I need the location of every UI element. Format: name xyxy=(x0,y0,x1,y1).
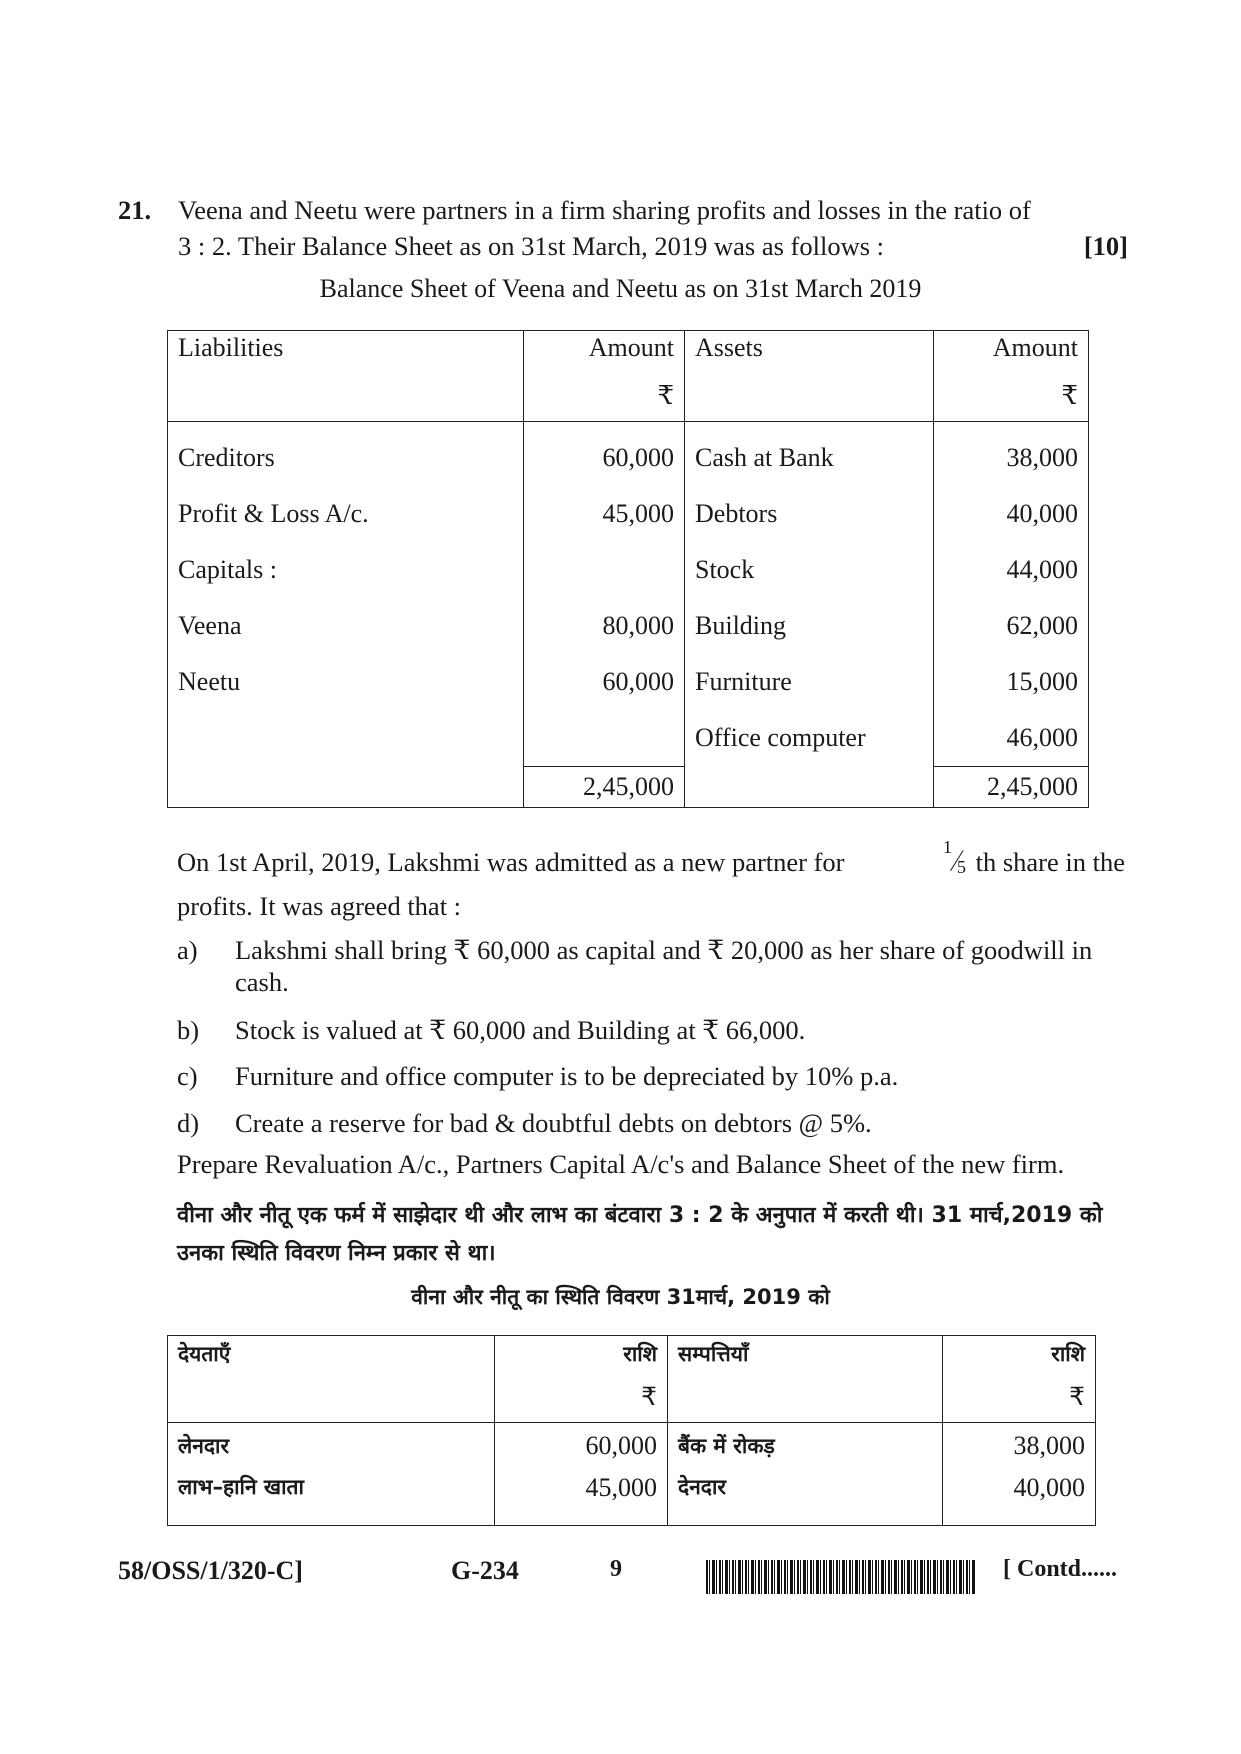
asset-cell: Furniture xyxy=(685,654,934,710)
admission-line2: profits. It was agreed that : xyxy=(177,891,462,921)
liability-amount-cell: 60,000 xyxy=(495,1423,668,1470)
question-text-line2-row xyxy=(178,228,1128,264)
asset-amount-cell: 46,000 xyxy=(1006,723,1078,752)
liability-amount-cell: 60,000 xyxy=(524,654,685,710)
asset-cell: Building xyxy=(685,598,934,654)
condition-letter: c) xyxy=(177,1061,198,1091)
asset-amount-cell: 40,000 xyxy=(1006,499,1078,528)
barcode-icon xyxy=(706,1560,976,1594)
condition-item xyxy=(177,1060,1125,1092)
continued-label: [ Contd...... xyxy=(1003,1556,1118,1582)
liability-cell: Profit & Loss A/c. xyxy=(168,486,524,542)
page-footer xyxy=(0,1556,1241,1596)
header-liabilities: Liabilities xyxy=(168,331,524,422)
liability-cell: लेनदार xyxy=(168,1423,495,1470)
rupee-symbol: ₹ xyxy=(657,381,674,410)
paper-code: 58/OSS/1/320-C] xyxy=(118,1556,303,1585)
liability-cell: लाभ–हानि खाता xyxy=(168,1469,495,1526)
liability-cell xyxy=(168,710,524,767)
liability-cell: Creditors xyxy=(168,422,524,487)
condition-item xyxy=(177,934,1125,998)
prepare-instruction: Prepare Revaluation A/c., Partners Capital A/c's and Balance Sheet of the new firm. xyxy=(177,1149,1065,1179)
fraction-one-fifth xyxy=(941,837,969,877)
page-number: 9 xyxy=(610,1556,622,1582)
condition-text: Furniture and office computer is to be depreciated by 10% p.a. xyxy=(235,1061,899,1091)
liability-cell: Capitals : xyxy=(168,542,524,598)
table-row xyxy=(168,1469,1096,1526)
table-row xyxy=(168,654,1089,710)
table-header-row xyxy=(168,331,1089,422)
header-assets: सम्पत्तियाँ xyxy=(668,1336,943,1423)
question-text-line1: Veena and Neetu were partners in a firm sharing profits and losses in the ratio of xyxy=(178,195,1031,225)
asset-amount-cell: 40,000 xyxy=(1013,1473,1085,1502)
asset-cell: Office computer xyxy=(685,710,934,767)
admission-paragraph xyxy=(177,837,1125,928)
rupee-symbol: ₹ xyxy=(1061,381,1078,410)
header-amount-label: राशि xyxy=(623,1342,657,1366)
balance-sheet-table xyxy=(167,330,1089,808)
liability-cell: Veena xyxy=(168,598,524,654)
condition-letter: d) xyxy=(177,1108,200,1138)
header-amount-assets xyxy=(934,331,1089,422)
hindi-balance-sheet-table xyxy=(167,1335,1096,1526)
liability-amount-cell: 45,000 xyxy=(495,1469,668,1526)
question-number: 21. xyxy=(118,195,152,225)
header-amount-liabilities xyxy=(495,1336,668,1423)
admission-line1-pre: On 1st April, 2019, Lakshmi was admitted as a new partner for xyxy=(177,847,845,877)
condition-item xyxy=(177,1014,1125,1046)
rupee-symbol: ₹ xyxy=(641,1384,657,1411)
asset-amount-cell: 15,000 xyxy=(1006,667,1078,696)
liability-amount-cell: 60,000 xyxy=(524,422,685,487)
question-block xyxy=(118,192,1128,264)
asset-cell: बैंक में रोकड़ xyxy=(668,1423,943,1470)
question-text-line2: 3 : 2. Their Balance Sheet as on 31st March, 2019 was as follows : xyxy=(178,231,885,261)
liability-cell: Neetu xyxy=(168,654,524,710)
header-amount-label: राशि xyxy=(1051,1342,1085,1366)
header-amount-assets xyxy=(943,1336,1096,1423)
header-amount-liabilities xyxy=(524,331,685,422)
asset-cell: देनदार xyxy=(668,1469,943,1526)
liability-amount-cell: 80,000 xyxy=(524,598,685,654)
table-row xyxy=(168,598,1089,654)
total-assets: 2,45,000 xyxy=(934,767,1089,808)
liability-amount-cell: 45,000 xyxy=(524,486,685,542)
hindi-balance-sheet-caption: वीना और नीतू का स्थिति विवरण 31मार्च, 2019 को xyxy=(411,1285,830,1309)
liability-amount-cell xyxy=(524,542,685,598)
condition-letter: b) xyxy=(177,1015,200,1045)
asset-amount-cell: 38,000 xyxy=(1006,443,1078,472)
asset-cell: Stock xyxy=(685,542,934,598)
fraction-numerator: 1 xyxy=(942,837,952,857)
header-amount-label: Amount xyxy=(588,333,674,362)
condition-item xyxy=(177,1107,1125,1139)
rupee-symbol: ₹ xyxy=(1069,1384,1085,1411)
asset-amount-cell: 38,000 xyxy=(1013,1431,1085,1460)
header-liabilities: देयताएँ xyxy=(168,1336,495,1423)
asset-cell: Cash at Bank xyxy=(685,422,934,487)
total-liabilities: 2,45,000 xyxy=(524,767,685,808)
admission-line1-post: th share in the xyxy=(975,847,1125,877)
header-amount-label: Amount xyxy=(992,333,1078,362)
table-row xyxy=(168,422,1089,487)
fraction-denominator: 5 xyxy=(956,857,966,877)
condition-text: Stock is valued at ₹ 60,000 and Building at ₹ 66,000. xyxy=(235,1015,806,1045)
table-row xyxy=(168,542,1089,598)
total-row xyxy=(168,767,1089,808)
liability-amount-cell xyxy=(524,710,685,767)
asset-amount-cell: 44,000 xyxy=(1006,555,1078,584)
balance-sheet-caption: Balance Sheet of Veena and Neetu as on 31st March 2019 xyxy=(319,274,922,303)
table-row xyxy=(168,486,1089,542)
hindi-paragraph: वीना और नीतू एक फर्म में साझेदार थी और लाभ का बंटवारा 3 : 2 के अनुपात में करती थी। 31 मार्च,2019 को उनका स्थिति विवरण निम्न प्रकार से था। xyxy=(177,1203,1103,1266)
asset-cell: Debtors xyxy=(685,486,934,542)
condition-text: Lakshmi shall bring ₹ 60,000 as capital and ₹ 20,000 as her share of goodwill in cash. xyxy=(235,935,1093,997)
condition-text: Create a reserve for bad & doubtful debts on debtors @ 5%. xyxy=(235,1108,872,1138)
table-row xyxy=(168,710,1089,767)
header-assets: Assets xyxy=(685,331,934,422)
condition-letter: a) xyxy=(177,935,198,965)
table-header-row xyxy=(168,1336,1096,1423)
g-code: G-234 xyxy=(451,1556,519,1585)
table-row xyxy=(168,1423,1096,1470)
asset-amount-cell: 62,000 xyxy=(1006,611,1078,640)
marks-badge: [10] xyxy=(1083,231,1128,261)
